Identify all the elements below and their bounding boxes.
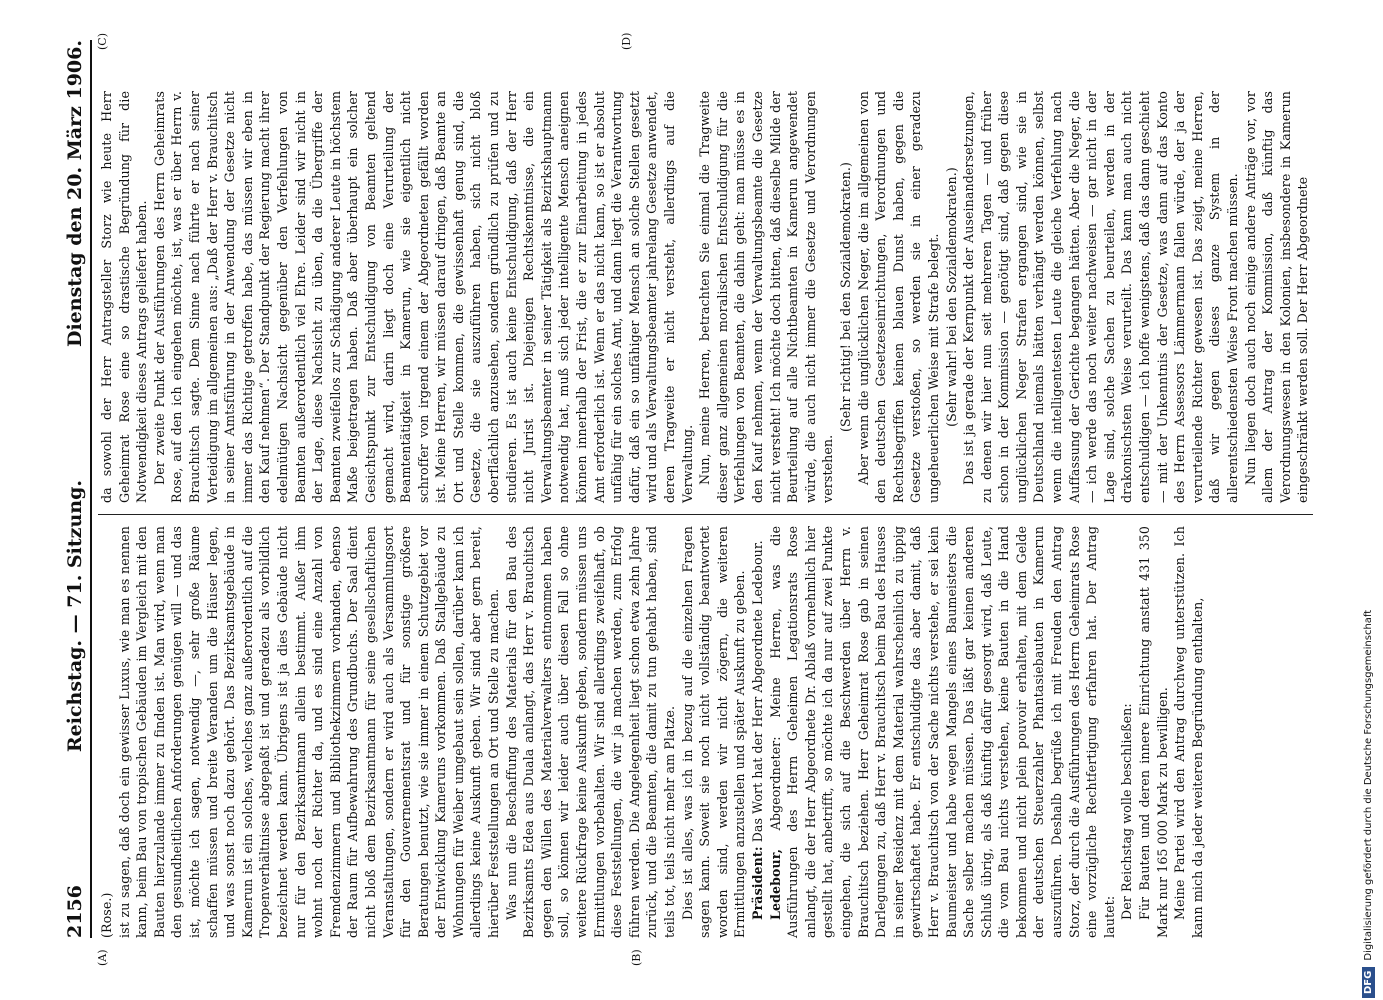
paragraph: da sowohl der Herr Antragsteller Storz wie heute Herr Geheimrat Rose eine so drastische Begründung für die Notwendigkeit dieses Antrags geliefert haben.: [99, 91, 150, 503]
margin-mark-b: (B): [630, 949, 643, 966]
speaker-label: Ledebour,: [767, 848, 783, 920]
margin-mark-c: (C): [96, 33, 109, 50]
left-column: [98, 526, 1323, 938]
interjection: (Sehr richtig! bei den Sozialdemokraten.): [837, 162, 853, 432]
motion-quote: Der Reichstag wolle beschließen:: [1119, 703, 1135, 920]
speech-text: Abgeordneter: Meine Herren, was die Ausführungen des Herrn Geheimen Legationsrats Rose anlangt, die der Herr Abgeordnete Dr. Ablaß vornehmlich hier gestellt hat, anbetrifft, so möchte ich da nur auf zwei Punkte eingehen, die sich auf die Beschwerden über Herrn v. Brauchitsch beziehen. Herr Geheimrat Rose gab in seinen Darlegungen zu, daß Herr v. Brauchitsch beim Bau des Hauses in seiner Residenz mit dem Material wahrscheinlich zu üppig gewirtschaftet habe. Er entschuldigte das aber damit, daß Herr v. Brauchitsch von der Sache nichts verstehe, er sei kein Baumeister und habe wegen Mangels eines Baumeisters die Sache selber machen müssen. Das läßt gar keinen anderen Schluß übrig, als daß künftig dafür gesorgt wird, daß Leute, die vom Bau nichts verstehen, keine Bauten in die Hand bekommen und nicht plein pouvoir erhalten, mit dem Gelde der deutschen Steuerzahler Phantasiebauten in Kamerun auszuführen. Deshalb begrüße ich mit Freuden den Antrag Storz, der durch die Ausführungen des Herrn Geheimrats Rose eine vorzügliche Rechtfertigung erfahren hat. Der Antrag lautet:: [767, 526, 1117, 938]
president-remark: [749, 526, 767, 938]
funding-note: [1362, 610, 1375, 998]
header-left-title: Reichstag. — 71. Sitzung.: [64, 480, 86, 753]
page-header: [56, 40, 92, 938]
paragraph: Meine Partei wird den Antrag durchweg unterstützen. Ich kann mich da jeder weiteren Begründung enthalten,: [1172, 526, 1205, 938]
speaker-continued: (Rose.): [99, 892, 114, 938]
dfg-logo: DFG: [1362, 967, 1375, 998]
interjection: (Sehr wahr! bei den Sozialdemokraten.): [943, 167, 959, 427]
paragraph: Dies ist alles, was ich in bezug auf die einzelnen Fragen sagen kann. Soweit sie noch nicht vollständig beantwortet worden sind, werden wir nicht zögern, die weiteren Ermittlungen anzustellen und später Auskunft zu geben.: [679, 526, 748, 938]
column-divider: [98, 514, 1313, 515]
motion-quote: Für Bauten und deren innere Einrichtung anstatt 431 350 Mark nur 165 000 Mark zu bewilligen.: [1137, 526, 1170, 938]
ledebour-speech: [767, 526, 1119, 938]
speech-text: Das Wort hat der Herr Abgeordnete Ledebour.: [749, 540, 765, 843]
funding-text: Digitalisierung gefördert durch die Deutsche Forschungsgemeinschaft: [1363, 609, 1374, 961]
paragraph: Nun, meine Herren, betrachten Sie einmal die Tragweite dieser ganz allgemeinen moralischen Entschuldigung für die Verfehlungen von Beamten, die dahin geht: man müsse es in den Kauf nehmen, wenn der Verwaltungsbeamte die Gesetze nicht versteht! Ich möchte doch bitten, daß dieselbe Milde der Beurteilung auf alle Nichtbeamten in Kamerun angewendet würde, die auch nicht immer die Gesetze und Verordnungen verstehen.: [697, 91, 836, 503]
paragraph: Das ist ja gerade der Kernpunkt der Auseinandersetzungen, zu denen wir hier nun seit mehreren Tagen — und früher schon in der Kommission — genötigt sind, daß gegen diese unglücklichen Neger Strafen ergangen sind, wie sie in Deutschland niemals hätten verhängt werden können, selbst wenn die intelligentesten Leute die gleiche Verfehlung nach Auffassung der Gerichte begangen hätten. Aber die Neger, die — ich werde das noch weiter nachweisen — gar nicht in der Lage sind, solche Sachen zu beurteilen, werden in der drakonischsten Weise verurteilt. Das kann man auch nicht entschuldigen — ich hoffe wenigstens, daß das dann geschieht — mit der Unkenntnis der Gesetze, was dann auf das Konto des Herrn Assessors Lämmermann fallen würde, der ja der verurteilende Richter gewesen ist. Das zeigt, meine Herren, daß wir gegen dieses ganze System in der allerentschiedensten Weise Front machen müssen.: [961, 91, 1240, 503]
margin-mark-a: (A): [96, 949, 109, 966]
margin-mark-d: (D): [620, 32, 633, 50]
header-date: Dienstag den 20. März 1906.: [64, 40, 86, 348]
paragraph: Nun liegen doch auch noch einige andere Anträge vor, vor allem der Antrag der Kommission, daß künftig das Verordnungswesen in den Kolonien, insbesondere in Kamerun eingeschränkt werden soll. Der Herr Abgeordnete: [1242, 91, 1311, 503]
paragraph: ist zu sagen, daß doch ein gewisser Luxus, wie man es nennen kann, beim Bau von tropischen Gebäuden im Vergleich mit den Bauten hierzulande immer zu finden ist. Man wird, wenn man den gesundheitlichen Anforderungen genügen will — und das ist, möchte ich sagen, notwendig —, sehr große Räume schaffen müssen und breite Veranden um die Häuser legen, und was sonst noch dazu gehört. Das Bezirksamtsgebäude in Kamerun ist ein solches, welches ganz außerordentlich auf die Tropenverhältnisse abgepaßt ist und geradezu als vorbildlich bezeichnet werden kann. Übrigens ist ja dies Gebäude nicht nur für den Bezirksamtmann allein bestimmt. Außer ihm wohnt noch der Richter da, und es sind eine Anzahl von Fremdenzimmern und Bibliothekzimmern vorhanden, ebenso der Raum für Aufbewahrung des Grundbuchs. Der Saal dient nicht bloß dem Bezirksamtmann für seine gesellschaftlichen Veranstaltungen, sondern er wird auch als Versammlungsort für den Gouvernementsrat und für sonstige größere Beratungen benutzt, wie sie immer in einem Schutzgebiet vor der Entwicklung Kameruns vorkommen. Daß Stallgebäude zu Wohnungen für Weiber umgebaut sein sollen, darüber kann ich allerdings keine Auskunft geben. Wir sind aber gern bereit, hierüber Feststellungen an Ort und Stelle zu machen.: [116, 526, 502, 938]
right-column: [98, 91, 1323, 503]
paragraph: Aber wenn die unglücklichen Neger, die im allgemeinen von den deutschen Gesetzeseinrichtungen, Verordnungen und Rechtsbegriffen keinen blauen Dunst haben, gegen die Gesetze verstoßen, so werden sie in einer geradezu ungeheuerlichen Weise mit Strafe belegt.: [855, 91, 941, 503]
speaker-label: Präsident:: [749, 846, 765, 920]
paragraph: Was nun die Beschaffung des Materials für den Bau des Bezirksamts Edea aus Duala anlangt, das Herr v. Brauchitsch gegen den Willen des Materialverwalters entnommen haben soll, so können wir leider auch über diesen Fall so ohne weitere Rückfrage keine Auskunft geben, sondern müssen uns Ermittlungen vorbehalten. Wir sind allerdings zweifelhaft, ob diese Feststellungen, die wir ja machen werden, zum Erfolg führen werden. Die Angelegenheit liegt schon etwa zehn Jahre zurück, und die Beamten, die damit zu tun gehabt haben, sind teils tot, teils nicht mehr am Platze.: [503, 526, 677, 938]
page-number: 2156: [64, 885, 86, 938]
paragraph: Der zweite Punkt der Ausführungen des Herrn Geheimrats Rose, auf den ich eingehen möchte, ist, was er über Herrn v. Brauchitsch sagte. Dem Sinne nach führte er nach seiner Verteidigung im allgemeinen aus: „Daß der Herr v. Brauchitsch in seiner Amtsführung in der Anwendung der Gesetze nicht immer das Richtige getroffen habe, das müssen wir eben in den Kauf nehmen“. Der Standpunkt der Regierung macht ihrer edelmütigen Nachsicht gegenüber den Verfehlungen von Beamten außerordentlich viel Ehre. Leider sind wir nicht in der Lage, diese Nachsicht zu üben, da die Übergriffe der Beamten zweifellos zur Schädigung anderer Leute in höchstem Maße beigetragen haben. Daß aber überhaupt ein solcher Gesichtspunkt zur Entschuldigung von Beamten geltend gemacht wird, darin liegt doch eine Verurteilung der Beamtentätigkeit in Kamerun, wie sie eigentlich nicht schroffer von irgend einem der Abgeordneten gefällt worden ist. Meine Herren, wir müssen darauf dringen, daß Beamte an Ort und Stelle kommen, die gewissenhaft genug sind, die Gesetze, die sie auszuführen haben, sich nicht bloß oberflächlich anzusehen, sondern gründlich zu prüfen und zu studieren. Es ist auch keine Entschuldigung, daß der Herr nicht Jurist ist. Diejenigen Rechtskenntnisse, die ein Verwaltungsbeamter in seiner Tätigkeit als Bezirkshauptmann notwendig hat, muß sich jeder intelligente Mensch aneignen können innerhalb der Frist, die er zur Einarbeitung in jedes Amt erforderlich ist. Wenn er das nicht kann, so ist er absolut unfähig für ein solches Amt, und dann liegt die Verantwortung dafür, daß ein so unfähiger Mensch an solche Stellen gesetzt wird und als Verwaltungsbeamter jahrelang Gesetze anwendet, deren Tragweite er nicht versteht, allerdings auf die Verwaltung.: [151, 91, 695, 503]
